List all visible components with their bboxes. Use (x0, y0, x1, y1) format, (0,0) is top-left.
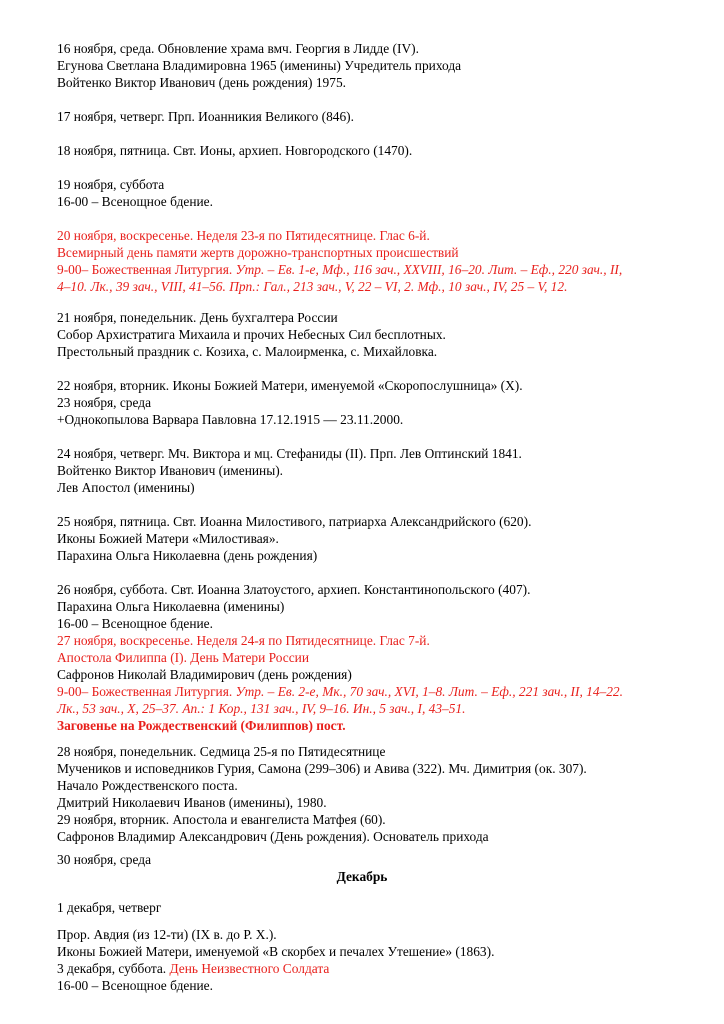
text-segment: 16-00 – Всенощное бдение. (57, 616, 213, 631)
text-segment: День Неизвестного Солдата (169, 961, 330, 976)
text-segment: 16-00 – Всенощное бдение. (57, 978, 213, 993)
text-line (57, 717, 346, 734)
text-line (57, 811, 386, 828)
text-line (57, 513, 531, 530)
text-segment: Прор. Авдия (из 12-ти) (IX в. до Р. Х.). (57, 927, 277, 942)
text-line (57, 943, 494, 960)
text-line (57, 462, 283, 479)
text-segment: 30 ноября, среда (57, 852, 152, 867)
text-line (57, 244, 459, 261)
text-segment: Лев Апостол (именины) (57, 480, 195, 495)
text-segment: 22 ноября, вторник. Иконы Божией Матери, именуемой «Скоропослушница» (X). (57, 378, 523, 393)
text-line (57, 343, 437, 360)
text-line (57, 445, 522, 462)
text-segment: Сафронов Николай Владимирович (день рождения) (57, 667, 352, 682)
text-segment: Утр. – Ев. 1-е, Мф., 116 зач., XXVIII, 16–20. Лит. – Еф., 220 зач., II, (235, 262, 623, 277)
text-segment: 21 ноября, понедельник. День бухгалтера России (57, 310, 338, 325)
text-segment: 9-00– Божественная Литургия. (57, 262, 236, 277)
text-segment: 17 ноября, четверг. Прп. Иоанникия Великого (846). (57, 109, 354, 124)
text-line (57, 598, 284, 615)
text-segment: +Однокопылова Варвара Павловна 17.12.1915 — 23.11.2000. (57, 412, 404, 427)
text-line (57, 851, 151, 868)
text-line (57, 40, 419, 57)
text-line (57, 176, 164, 193)
text-segment: 29 ноября, вторник. Апостола и евангелиста Матфея (60). (57, 812, 386, 827)
text-segment: 28 ноября, понедельник. Седмица 25-я по Пятидесятнице (57, 744, 386, 759)
text-segment: Сафронов Владимир Александрович (День рождения). Основатель прихода (57, 829, 489, 844)
text-line (57, 683, 623, 700)
text-segment: Егунова Светлана Владимировна 1965 (именины) Учредитель прихода (57, 58, 462, 73)
text-segment: 16-00 – Всенощное бдение. (57, 194, 213, 209)
text-segment: Заговенье на Рождественский (Филиппов) пост. (57, 718, 346, 733)
text-line (57, 377, 523, 394)
text-line (57, 615, 213, 632)
text-line (57, 394, 151, 411)
text-line (57, 227, 430, 244)
text-segment: 4–10. Лк., 39 зач., VIII, 41–56. Прп.: Гал., 213 зач., V, 22 – VI, 2. Мф., 10 зач., IV, 25 – V, 12. (57, 279, 568, 294)
text-segment: Всемирный день памяти жертв дорожно-транспортных происшествий (57, 245, 459, 260)
text-line (57, 278, 567, 295)
text-line (57, 547, 317, 564)
text-line (57, 142, 412, 159)
text-segment: 23 ноября, среда (57, 395, 152, 410)
text-segment: 3 декабря, суббота. (57, 961, 170, 976)
text-line (57, 666, 352, 683)
text-segment: Войтенко Виктор Иванович (именины). (57, 463, 283, 478)
text-segment: Утр. – Ев. 2-е, Мк., 70 зач., XVI, 1–8. Лит. – Еф., 221 зач., II, 14–22. (235, 684, 623, 699)
text-segment: 27 ноября, воскресенье. Неделя 24-я по Пятидесятнице. Глас 7-й. (57, 633, 430, 648)
text-line (57, 411, 403, 428)
text-segment: Парахина Ольга Николаевна (именины) (57, 599, 285, 614)
text-segment: Иконы Божией Матери «Милостивая». (57, 531, 279, 546)
text-segment: Парахина Ольга Николаевна (день рождения) (57, 548, 318, 563)
text-line (57, 743, 385, 760)
text-line (57, 57, 461, 74)
text-segment: Начало Рождественского поста. (57, 778, 238, 793)
text-segment: 26 ноября, суббота. Свт. Иоанна Златоустого, архиеп. Константинопольского (407). (57, 582, 531, 597)
text-line (57, 479, 195, 496)
text-line (57, 108, 354, 125)
text-segment: 9-00– Божественная Литургия. (57, 684, 236, 699)
text-segment: Мучеников и исповедников Гурия, Самона (299–306) и Авива (322). Мч. Димитрия (ок. 307). (57, 761, 587, 776)
text-segment: Собор Архистратига Михаила и прочих Небесных Сил бесплотных. (57, 327, 446, 342)
text-line (57, 899, 161, 916)
text-line (57, 74, 346, 91)
text-line (57, 926, 277, 943)
text-segment: Дмитрий Николаевич Иванов (именины), 1980. (57, 795, 327, 810)
text-segment: 16 ноября, среда. Обновление храма вмч. Георгия в Лидде (IV). (57, 41, 419, 56)
text-segment: Престольный праздник с. Козиха, с. Малоирменка, с. Михайловка. (57, 344, 438, 359)
text-segment: Лк., 53 зач., X, 25–37. Ап.: 1 Кор., 131 зач., IV, 9–16. Ин., 5 зач., I, 43–51. (57, 701, 466, 716)
text-line (57, 530, 279, 547)
text-segment: 1 декабря, четверг (57, 900, 162, 915)
text-line (57, 309, 338, 326)
text-segment: Декабрь (336, 869, 388, 884)
text-line (57, 794, 327, 811)
text-segment: Войтенко Виктор Иванович (день рождения) 1975. (57, 75, 346, 90)
text-segment: Иконы Божией Матери, именуемой «В скорбех и печалех Утешение» (1863). (57, 944, 495, 959)
text-line (57, 193, 213, 210)
text-line (57, 828, 489, 845)
text-line (57, 632, 430, 649)
text-line (57, 700, 465, 717)
text-segment: 24 ноября, четверг. Мч. Виктора и мц. Стефаниды (II). Прп. Лев Оптинский 1841. (57, 446, 522, 461)
text-line (57, 960, 329, 977)
text-line (57, 760, 587, 777)
text-segment: 25 ноября, пятница. Свт. Иоанна Милостивого, патриарха Александрийского (620). (57, 514, 532, 529)
text-segment: 19 ноября, суббота (57, 177, 165, 192)
text-line (57, 261, 622, 278)
text-segment: 20 ноября, воскресенье. Неделя 23-я по Пятидесятнице. Глас 6-й. (57, 228, 430, 243)
text-line (57, 326, 446, 343)
text-segment: 18 ноября, пятница. Свт. Ионы, архиеп. Новгородского (1470). (57, 143, 413, 158)
text-line (57, 777, 238, 794)
text-line (0, 868, 724, 885)
text-line (57, 649, 309, 666)
text-line (57, 581, 530, 598)
text-line (57, 977, 213, 994)
text-segment: Апостола Филиппа (I). День Матери России (57, 650, 309, 665)
